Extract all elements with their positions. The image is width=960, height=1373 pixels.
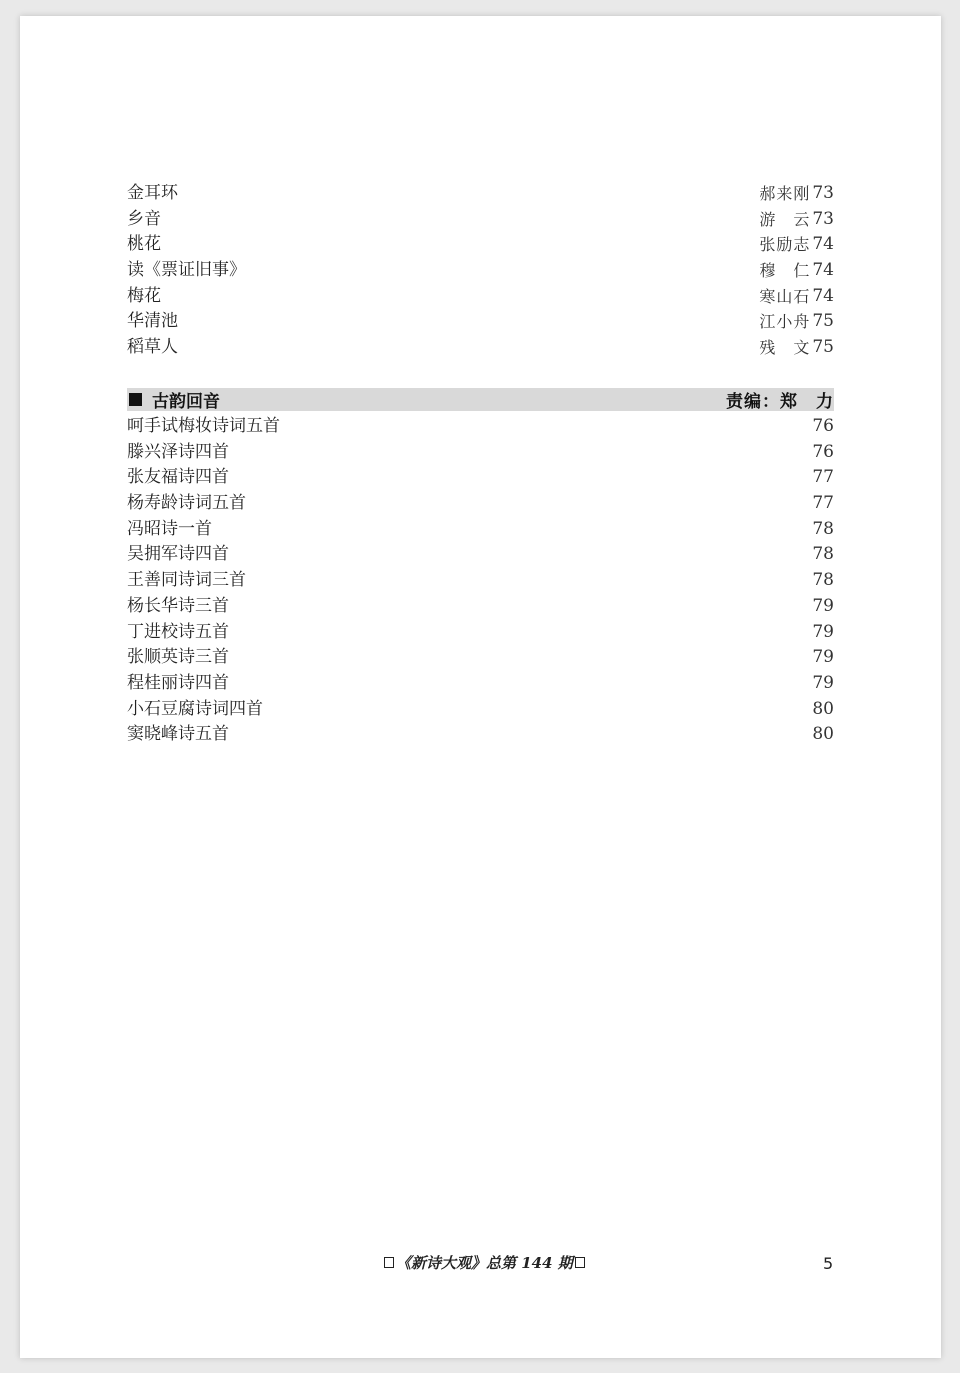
toc-row[interactable] <box>127 258 834 284</box>
toc-page: 80 <box>812 724 834 745</box>
toc-row[interactable] <box>127 517 834 543</box>
toc-row[interactable] <box>127 335 834 361</box>
toc-page: 79 <box>812 595 834 616</box>
toc-page: 74 <box>812 285 834 306</box>
toc-author: 穆 仁 <box>759 261 811 281</box>
toc-row[interactable] <box>127 309 834 335</box>
section-title: 古韵回音 <box>152 392 220 412</box>
box-icon <box>384 1257 394 1268</box>
toc-title: 金耳环 <box>127 183 178 203</box>
toc-row[interactable] <box>127 207 834 233</box>
toc-title: 张顺英诗三首 <box>127 647 229 668</box>
toc-row[interactable] <box>127 542 834 568</box>
toc-page: 79 <box>812 621 834 642</box>
toc-page: 75 <box>812 337 834 358</box>
toc-title: 梅花 <box>127 285 161 306</box>
toc-title: 小石豆腐诗词四首 <box>127 698 263 719</box>
toc-page: 79 <box>812 672 834 693</box>
toc-author: 寒山石 <box>759 286 811 306</box>
toc-title: 王善同诗词三首 <box>127 570 246 591</box>
page-number: 5 <box>823 1254 834 1273</box>
toc-row[interactable] <box>127 722 834 748</box>
box-icon <box>575 1257 585 1268</box>
toc-title: 冯昭诗一首 <box>127 518 212 539</box>
toc-author: 游 云 <box>759 209 811 229</box>
toc-row[interactable] <box>127 568 834 594</box>
toc-title: 桃花 <box>127 234 161 255</box>
toc-title: 滕兴泽诗四首 <box>127 441 229 462</box>
toc-page: 73 <box>812 183 834 203</box>
toc-row[interactable] <box>127 284 834 310</box>
toc-title: 乡音 <box>127 208 161 229</box>
toc-page: 76 <box>812 441 834 462</box>
section-header <box>127 388 834 411</box>
toc-title: 华清池 <box>127 311 178 332</box>
toc-page: 80 <box>812 698 834 719</box>
toc-section-list <box>127 414 834 748</box>
toc-page: 77 <box>812 467 834 488</box>
toc-row[interactable] <box>127 414 834 440</box>
toc-title: 丁进校诗五首 <box>127 621 229 642</box>
toc-page: 74 <box>812 234 834 255</box>
toc-author: 江小舟 <box>759 312 811 332</box>
toc-row[interactable] <box>127 232 834 258</box>
toc-row[interactable] <box>127 645 834 671</box>
toc-author: 残 文 <box>759 338 811 358</box>
toc-title: 稻草人 <box>127 337 178 358</box>
toc-row[interactable] <box>127 697 834 723</box>
toc-title: 杨寿龄诗词五首 <box>127 493 246 514</box>
toc-page: 76 <box>812 416 834 436</box>
document-page <box>20 16 941 1358</box>
toc-page: 78 <box>812 570 834 591</box>
toc-author: 张励志 <box>759 235 811 255</box>
toc-title: 程桂丽诗四首 <box>127 672 229 693</box>
toc-title: 杨长华诗三首 <box>127 595 229 616</box>
toc-page: 74 <box>812 260 834 281</box>
page-footer <box>20 1252 941 1274</box>
toc-title: 吴拥军诗四首 <box>127 544 229 565</box>
toc-row[interactable] <box>127 620 834 646</box>
toc-title: 呵手试梅妆诗词五首 <box>127 416 280 436</box>
toc-row[interactable] <box>127 465 834 491</box>
toc-author: 郝来刚 <box>759 184 811 203</box>
toc-row[interactable] <box>127 594 834 620</box>
toc-row[interactable] <box>127 181 834 207</box>
section-editor: 责编：郑 力 <box>726 392 834 412</box>
toc-title: 读《票证旧事》 <box>127 260 246 281</box>
toc-page: 77 <box>812 493 834 514</box>
black-square-icon <box>129 393 142 406</box>
journal-title: 《新诗大观》总第 144 期 <box>396 1254 573 1272</box>
toc-row[interactable] <box>127 491 834 517</box>
toc-top-list <box>127 181 834 361</box>
toc-page: 79 <box>812 647 834 668</box>
footer-journal <box>382 1252 587 1273</box>
toc-page: 78 <box>812 518 834 539</box>
toc-row[interactable] <box>127 440 834 466</box>
toc-page: 75 <box>812 311 834 332</box>
toc-title: 张友福诗四首 <box>127 467 229 488</box>
toc-title: 窦晓峰诗五首 <box>127 724 229 745</box>
toc-page: 78 <box>812 544 834 565</box>
toc-page: 73 <box>812 208 834 229</box>
toc-row[interactable] <box>127 671 834 697</box>
